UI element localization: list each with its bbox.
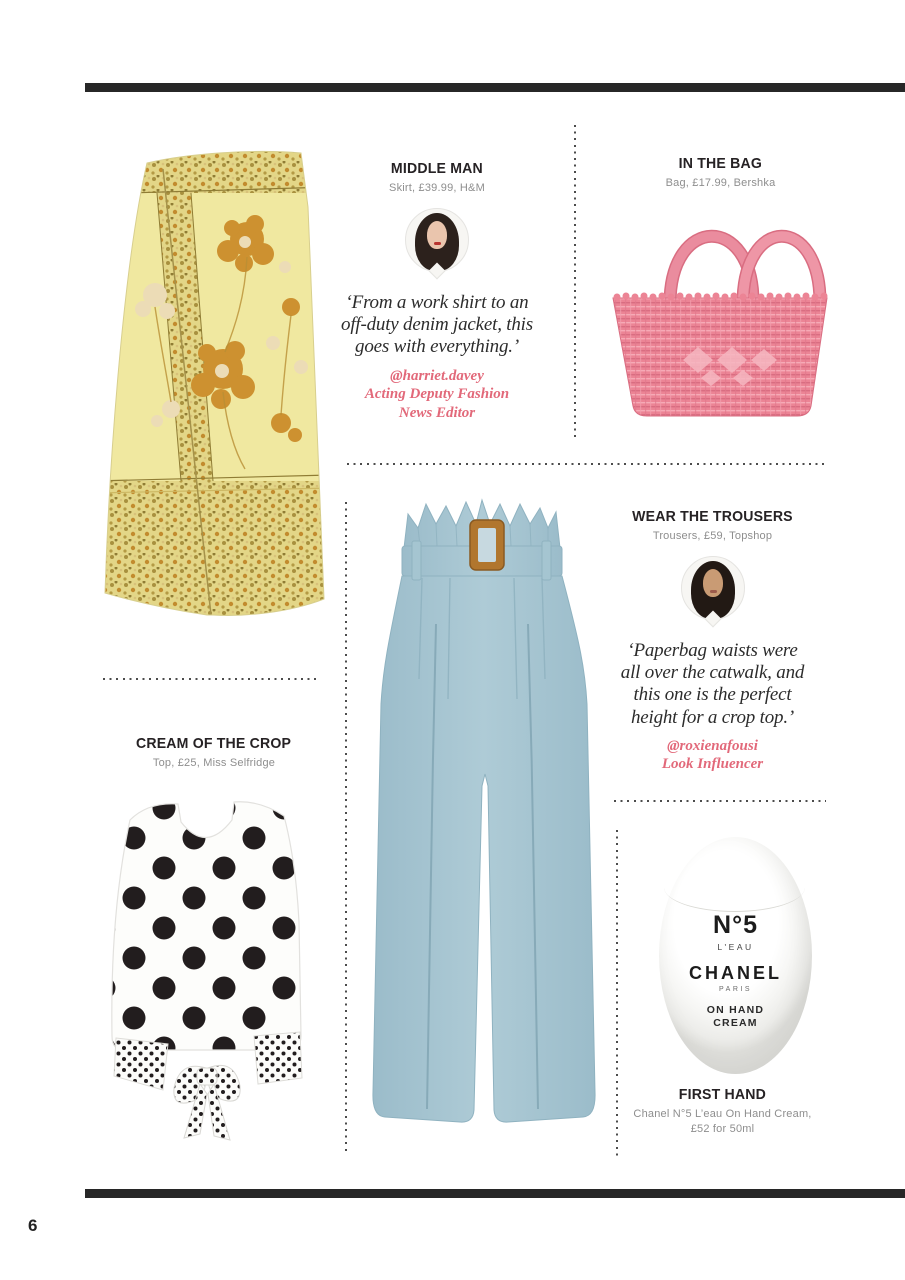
product-no5-text: N°5 [713,911,758,939]
section-in-the-bag [608,155,833,191]
quote-line: all over the catwalk, and [620,662,805,684]
dotted-divider-left-of-trousers [345,502,347,1152]
floral-skirt-image [95,147,331,629]
quote-line: off-duty denim jacket, this [341,314,533,336]
section-title: MIDDLE MAN [391,160,483,177]
section-title: CREAM OF THE CROP [136,735,292,752]
section-caption: Trousers, £59, Topshop [652,530,773,542]
product-paris-text: PARIS [719,986,752,993]
avatar-lips [710,590,717,593]
bow [174,1065,240,1140]
product-type-text [659,1004,812,1030]
product-brand-text: CHANEL [689,963,782,983]
page-number: 6 [28,1216,38,1235]
product-leau-text: L'EAU [717,942,754,952]
quote-line: ‘Paperbag waists were [627,639,798,661]
quote-line: this one is the perfect [633,684,792,706]
dotted-divider-above-hand-cream [614,800,826,802]
credit-role: News Editor [398,405,476,421]
section-caption: Bag, £17.99, Bershka [665,177,776,189]
product-type-line: ON HAND [706,1004,765,1016]
section-caption [615,1107,830,1137]
hand-cream-product [659,837,812,1074]
section-wear-the-trousers [600,508,825,774]
influencer-quote [600,640,825,729]
section-first-hand [615,1086,830,1137]
credit-handle: @harriet.davey [390,367,484,384]
bottom-rule-bar [85,1189,905,1198]
credit-role: Look Influencer [661,756,764,773]
paperbag-trousers-image [370,494,598,1128]
avatar-lips [434,242,441,245]
product-type-line: CREAM [713,1017,758,1030]
section-caption: Top, £25, Miss Selfridge [152,757,276,769]
quote-line: ‘From a work shirt to an [345,291,529,313]
dotted-divider-above-crop-top [103,678,321,680]
quote-line: goes with everything.’ [355,336,519,358]
section-title: FIRST HAND [678,1086,767,1103]
pink-basket-bag-image [605,202,835,420]
product-seam-line [664,863,805,912]
editor-credit [327,367,547,423]
section-title: WEAR THE TROUSERS [632,508,793,525]
section-middle-man [327,160,547,423]
caption-line: £52 for 50ml [690,1122,755,1135]
quote-line: height for a crop top.’ [630,706,795,728]
dotted-divider-top-vertical [574,125,576,438]
editor-avatar [327,208,547,277]
editor-quote [327,292,547,359]
polka-dot-top-image [88,792,324,1144]
product-label [659,911,812,1030]
influencer-avatar [600,556,825,625]
dotted-divider-middle-horizontal [347,463,828,465]
section-caption: Skirt, £39.99, H&M [389,182,485,194]
top-rule-bar [85,83,905,92]
credit-role: Acting Deputy Fashion [364,386,510,403]
influencer-credit [600,737,825,775]
credit-handle: @roxienafousi [667,737,758,754]
section-title: IN THE BAG [678,155,763,172]
caption-line: Chanel N°5 L’eau On Hand Cream, [633,1108,812,1120]
section-cream-of-the-crop [103,735,325,771]
